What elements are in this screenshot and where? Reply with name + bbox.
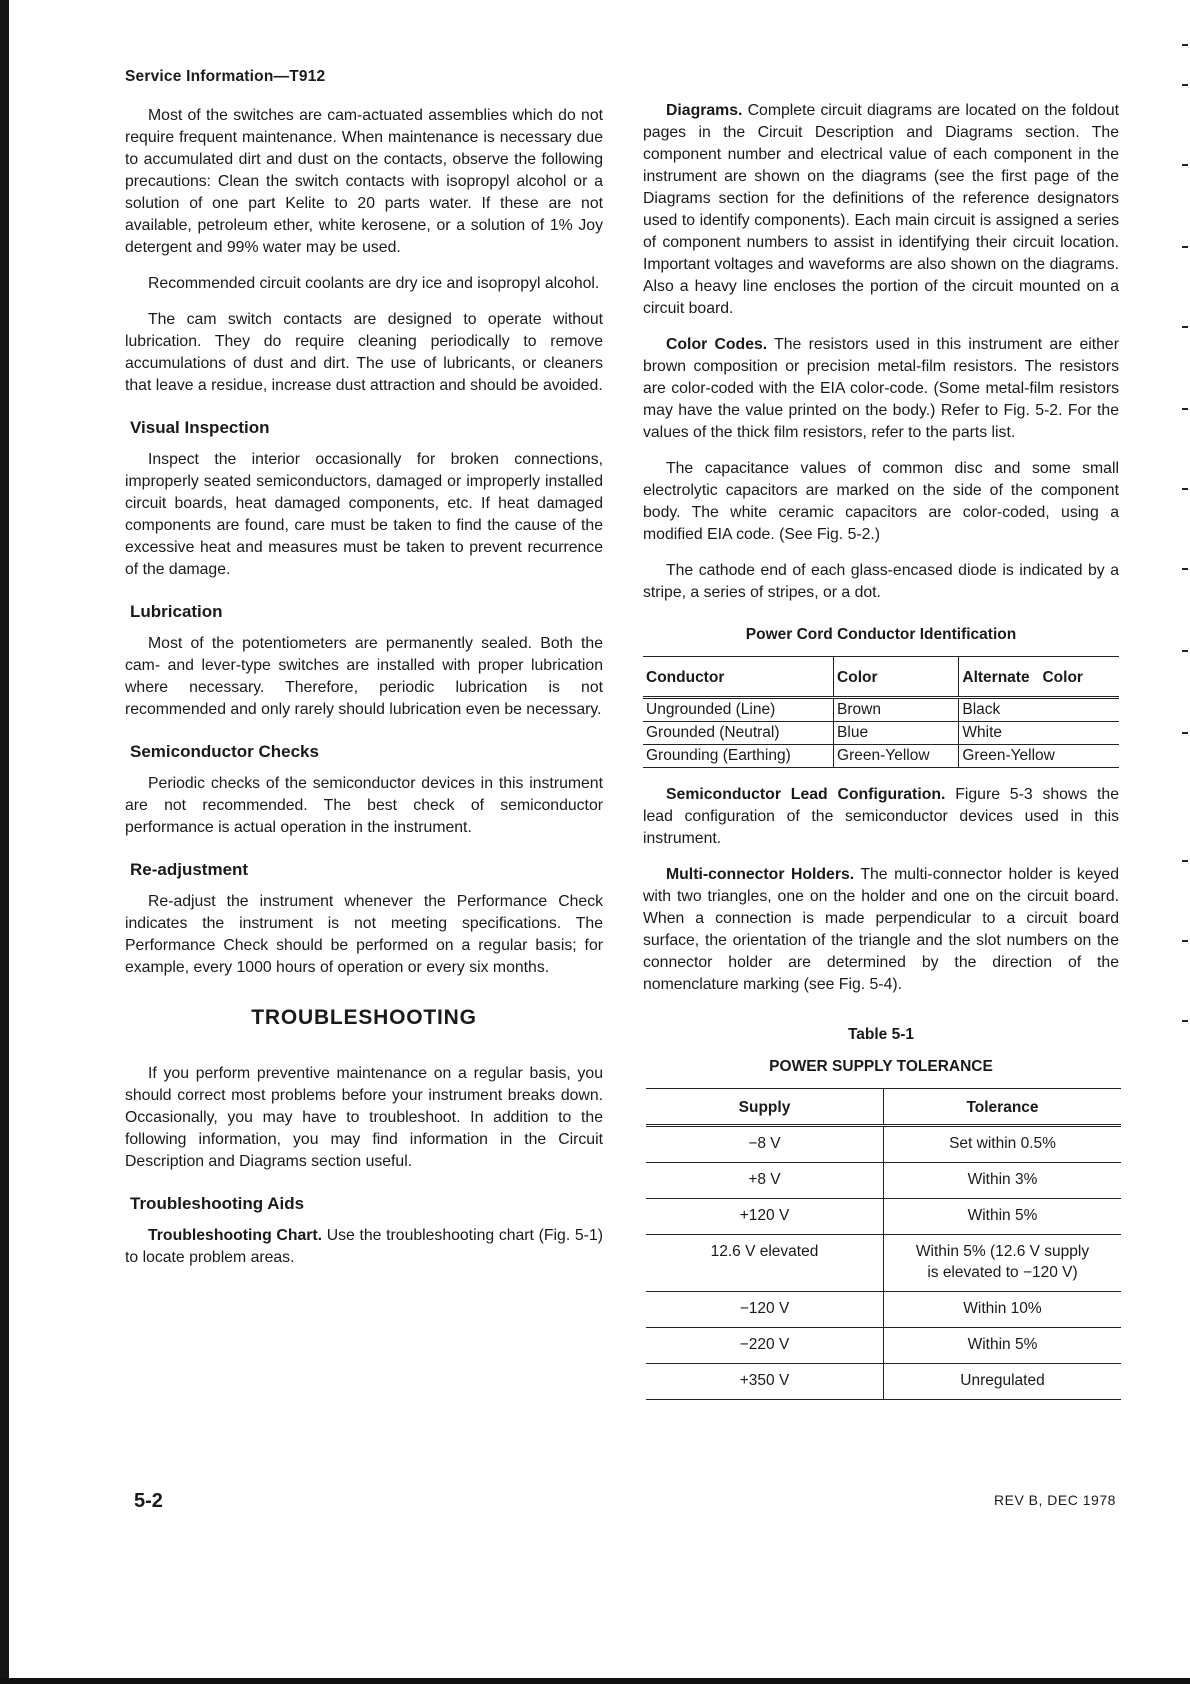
paragraph-troubleshooting-chart [125,1225,603,1269]
table-cell: Green-Yellow [834,745,959,768]
paragraph-switch-maintenance: Most of the switches are cam-actuated assemblies which do not require frequent maintenance. When maintenance is necessary due to accumulated dirt and dust on the contacts, observe the following precautions: Clean the switch contacts with isopropyl alcohol or a solution of one part Kelite to 20 parts water. If these are not available, petroleum ether, white kerosene, or a solution of 1% Joy detergent and 99% water may be used. [125,107,603,256]
table-cell: Within 5% (12.6 V supply is elevated to −120 V) [884,1235,1122,1292]
paragraph-visual-inspection: Inspect the interior occasionally for broken connections, improperly seated semiconductors, damaged or improperly installed circuit boards, heat damaged components, etc. If heat damaged components are found, care must be taken to find the cause of the excessive heat and measures must be taken to prevent recurrence of the damage. [125,451,603,578]
heading-lubrication: Lubrication [130,602,223,621]
table-cell: Grounding (Earthing) [643,745,834,768]
scan-mark [1182,408,1188,410]
table-cell: Grounded (Neutral) [643,722,834,745]
heading-troubleshooting-aids: Troubleshooting Aids [130,1194,305,1213]
paragraph-lead-configuration [643,784,1119,850]
page-number: 5-2 [134,1490,163,1512]
paragraph-troubleshooting: If you perform preventive maintenance on a regular basis, you should correct most problems before your instrument breaks down. Occasionally, you may have to troubleshoot. In addition to the following information, you may find information in the Circuit Description and Diagrams section useful. [125,1065,603,1170]
paragraph-color-codes [643,334,1119,444]
table-cell: +8 V [646,1163,884,1199]
scan-mark [1182,940,1188,942]
paragraph-diagrams [643,100,1119,320]
heading-readjustment: Re-adjustment [130,860,249,879]
text-semiconductor-lead: Figure 5-3 shows the lead configuration of the semiconductor devices used in this instrument. [643,786,1119,847]
table-row [646,1235,1121,1292]
paragraph-semiconductor-checks: Periodic checks of the semiconductor devices in this instrument are not recommended. The best check of semiconductor performance is actual operation in the instrument. [125,775,603,836]
table-row [643,722,1119,745]
table-cell: Set within 0.5% [884,1126,1122,1163]
table-row [646,1126,1121,1163]
right-column [643,100,1119,1400]
text-multi-connector: The multi-connector holder is keyed with two triangles, one on the holder and one on the circuit board. When a connection is made perpendicular to a circuit board surface, the orientation of the triangle and the slot numbers on the connector holder are determined by the direction of the nomenclature marking (see Fig. 5-4). [643,866,1120,993]
table-row [646,1199,1121,1235]
table-cell: −220 V [646,1328,884,1364]
table-cell: +120 V [646,1199,884,1235]
table-cell: Within 5% [884,1199,1122,1235]
text-troubleshooting-chart: Use the troubleshooting chart (Fig. 5-1) to locate problem areas. [125,1227,603,1266]
scan-edge-left [0,0,9,1684]
table-row [646,1364,1121,1400]
lead-diagrams: Diagrams. [666,102,743,119]
paragraph-cam-contacts: The cam switch contacts are designed to operate without lubrication. They do require cleaning periodically to remove accumulations of dust and dirt. The use of lubricants, or cleaners that leave a residue, increase dust attraction and should be avoided. [125,311,603,394]
text-color-codes: The resistors used in this instrument are either brown composition or precision metal-film resistors. The resistors are color-coded with the EIA color-code. (Some metal-film resistors may have the value printed on the body.) Refer to Fig. 5-2. For the values of the thick film resistors, refer to the parts list. [643,336,1119,441]
scan-mark [1182,732,1188,734]
scan-mark [1182,1020,1188,1022]
column-header: Conductor [643,657,834,698]
paragraph-capacitance: The capacitance values of common disc and some small electrolytic capacitors are marked on the side of the component body. The white ceramic capacitors are color-coded, using a modified EIA code. (See Fig. 5-2.) [643,460,1119,543]
table-cell: Brown [834,698,959,722]
lead-multi-connector: Multi-connector Holders. [666,866,855,883]
column-header: Alternate Color [959,657,1119,698]
scan-mark [1182,84,1188,86]
left-column [125,105,603,1283]
paragraph-lubrication: Most of the potentiometers are permanently sealed. Both the cam- and lever-type switches are installed with proper lubrication where necessary. Therefore, periodic lubrication is not recommended and only rarely should lubrication even be necessary. [125,635,603,718]
heading-semiconductor-checks: Semiconductor Checks [130,742,319,761]
lead-semiconductor-lead: Semiconductor Lead Configuration. [666,786,946,803]
column-header: Color [834,657,959,698]
table-row [646,1292,1121,1328]
heading-visual-inspection: Visual Inspection [130,418,270,437]
paragraph-coolants: Recommended circuit coolants are dry ice and isopropyl alcohol. [148,275,600,292]
table-cell: Green-Yellow [959,745,1119,768]
scan-edge-bottom [0,1678,1190,1684]
scan-mark [1182,650,1188,652]
table-header-row [646,1089,1121,1126]
table-row [646,1163,1121,1199]
table-cell: Within 10% [884,1292,1122,1328]
power-supply-tolerance-table [646,1088,1121,1400]
scan-mark [1182,246,1188,248]
revision-label: REV B, DEC 1978 [994,1492,1116,1508]
table-row [646,1328,1121,1364]
table-cell: Within 5% [884,1328,1122,1364]
table-row [643,698,1119,722]
scan-mark [1182,860,1188,862]
scan-mark [1182,488,1188,490]
table-title: POWER SUPPLY TOLERANCE [769,1058,993,1075]
column-header: Supply [646,1089,884,1126]
table-cell: White [959,722,1119,745]
table-cell: Ungrounded (Line) [643,698,834,722]
paragraph-multi-connector [643,864,1119,996]
table-cell: Within 3% [884,1163,1122,1199]
table-cell: Unregulated [884,1364,1122,1400]
power-cord-table-caption: Power Cord Conductor Identification [745,626,1017,643]
paragraph-readjustment: Re-adjust the instrument whenever the Performance Check indicates the instrument is not meeting specifications. The Performance Check should be performed on a regular basis; for example, every 1000 hours of operation or every six months. [125,893,603,976]
scan-mark [1182,568,1188,570]
page-header: Service Information—T912 [125,68,326,85]
column-header: Tolerance [884,1089,1122,1126]
lead-color-codes: Color Codes. [666,336,768,353]
text-diagrams: Complete circuit diagrams are located on the foldout pages in the Circuit Description and Diagrams section. The component number and electrical value of each component in the instrument are shown on the diagrams (see the first page of the Diagrams section for the definitions of the reference designators used to identify components). Each main circuit is assigned a series of component numbers to assist in identifying their circuit location. Important voltages and waveforms are also shown on the diagrams. Also a heavy line encloses the portion of the circuit mounted on a circuit board. [643,102,1119,317]
table-cell: Blue [834,722,959,745]
power-cord-table [643,656,1119,768]
scan-mark [1182,326,1188,328]
paragraph-diode: The cathode end of each glass-encased diode is indicated by a stripe, a series of stripes, or a dot. [643,562,1119,601]
table-cell: −8 V [646,1126,884,1163]
lead-troubleshooting-chart: Troubleshooting Chart. [148,1227,323,1244]
table-cell: +350 V [646,1364,884,1400]
table-cell: Black [959,698,1119,722]
table-cell: −120 V [646,1292,884,1328]
table-cell: 12.6 V elevated [646,1235,884,1292]
heading-troubleshooting: TROUBLESHOOTING [251,1006,477,1029]
scan-mark [1182,44,1188,46]
table-header-row [643,657,1119,698]
table-number: Table 5-1 [847,1026,915,1043]
table-row [643,745,1119,768]
scan-mark [1182,164,1188,166]
